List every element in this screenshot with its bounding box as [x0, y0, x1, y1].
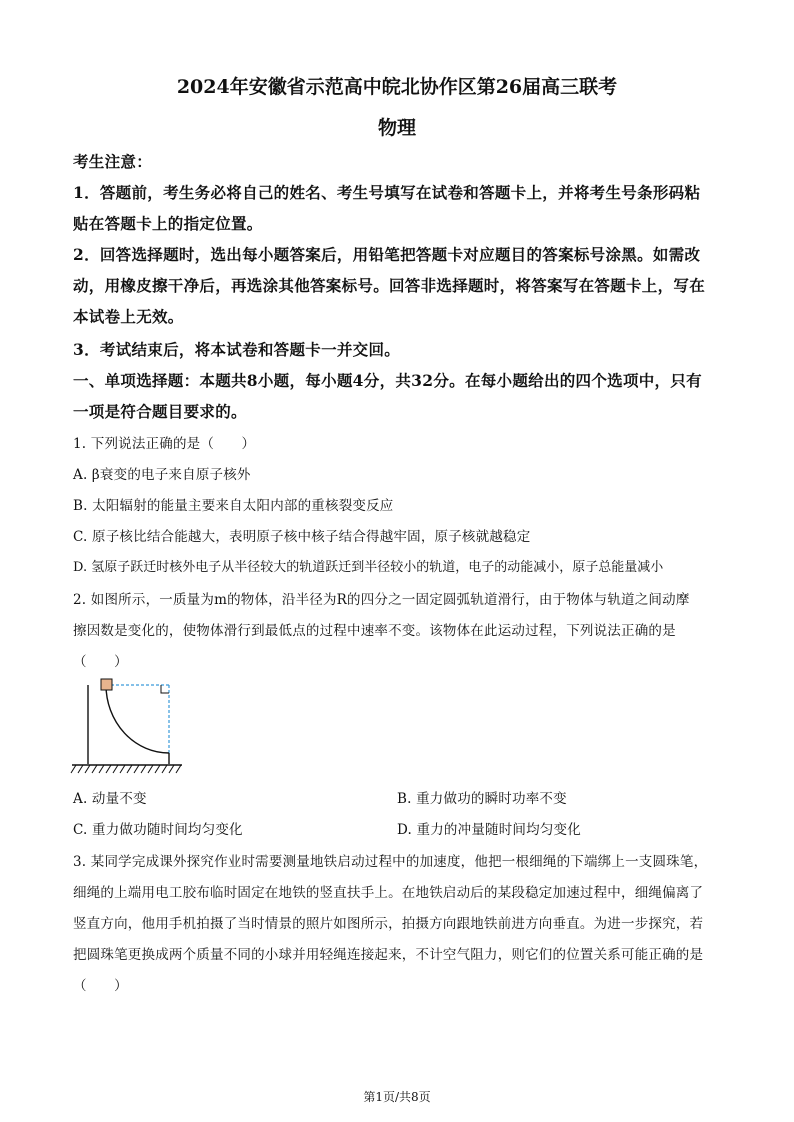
question-2-stem-line-1: 2. 如图所示，一质量为m的物体，沿半径为R的四分之一固定圆弧轨道滑行，由于物体与轨道之间动摩: [73, 592, 690, 608]
question-1-option-a: A. β衰变的电子来自原子核外: [73, 467, 251, 483]
question-2-option-d: D. 重力的冲量随时间均匀变化: [397, 822, 581, 838]
page-number: 第1页/共8页: [363, 1090, 431, 1104]
notice-item-2-line-2: 动，用橡皮擦干净后，再选涂其他答案标号。回答非选择题时，将答案写在答题卡上，写在: [73, 276, 706, 295]
notice-item-2-line-1: 2．回答选择题时，选出每小题答案后，用铅笔把答题卡对应题目的答案标号涂黑。如需改: [73, 245, 701, 264]
subject-title: 物理: [377, 117, 416, 139]
question-1-stem: 1. 下列说法正确的是（ ）: [73, 436, 256, 452]
arc-track: [106, 685, 169, 753]
exam-title: 2024年安徽省示范高中皖北协作区第26届高三联考: [176, 76, 618, 98]
notice-item-1-line-2: 贴在答题卡上的指定位置。: [73, 214, 263, 233]
question-3-stem-line-3: 竖直方向，他用手机拍摄了当时情景的照片如图所示，拍摄方向跟地铁前进方向垂直。为进一步探究，若: [73, 916, 704, 932]
question-2-option-b: B. 重力做功的瞬时功率不变: [397, 791, 567, 807]
question-2-option-c: C. 重力做功随时间均匀变化: [73, 822, 243, 838]
question-3-stem-line-4: 把圆珠笔更换成两个质量不同的小球并用轻绳连接起来，不计空气阻力，则它们的位置关系可能正确的是: [73, 947, 704, 963]
sliding-block: [101, 679, 112, 690]
question-2-stem-line-2: 擦因数是变化的，使物体滑行到最低点的过程中速率不变。该物体在此运动过程，下列说法正确的是: [73, 623, 676, 639]
question-3-stem-line-2: 细绳的上端用电工胶布临时固定在地铁的竖直扶手上。在地铁启动后的某段稳定加速过程中，细绳偏离了: [73, 885, 704, 901]
question-1-option-b: B. 太阳辐射的能量主要来自太阳内部的重核裂变反应: [73, 498, 394, 514]
notice-item-3: 3．考试结束后，将本试卷和答题卡一并交回。: [73, 340, 401, 359]
question-1-option-d: D. 氢原子跃迁时核外电子从半径较大的轨道跃迁到半径较小的轨道，电子的动能减小，原子总能量减小: [73, 560, 664, 575]
question-3-stem-line-5: （ ）: [73, 978, 128, 994]
right-angle-mark: [161, 685, 169, 693]
quarter-arc-track-figure: [70, 674, 185, 776]
notice-item-1-line-1: 1．答题前，考生务必将自己的姓名、考生号填写在试卷和答题卡上，并将考生号条形码粘: [73, 183, 701, 202]
question-3-stem-line-1: 3. 某同学完成课外探究作业时需要测量地铁启动过程中的加速度，他把一根细绳的下端绑上一支圆珠笔，: [73, 854, 708, 870]
notice-heading: 考生注意：: [73, 152, 153, 171]
section-1-heading-line-1: 一、单项选择题：本题共8小题，每小题4分，共32分。在每小题给出的四个选项中，只有: [73, 371, 702, 390]
question-2-stem-line-3: （ ）: [73, 654, 128, 670]
question-1-option-c: C. 原子核比结合能越大，表明原子核中核子结合得越牢固，原子核就越稳定: [73, 529, 531, 545]
section-1-heading-line-2: 一项是符合题目要求的。: [73, 402, 247, 421]
question-2-option-a: A. 动量不变: [73, 791, 147, 807]
ground-hatching: [71, 765, 181, 773]
notice-item-2-line-3: 本试卷上无效。: [73, 307, 184, 326]
